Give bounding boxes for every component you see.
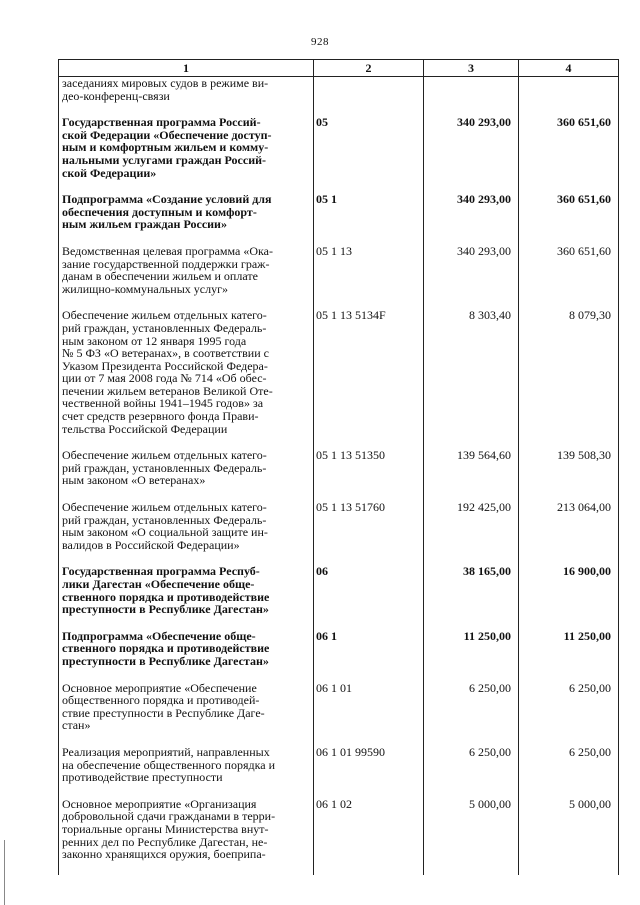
row-value-3-cell: 139 564,60 bbox=[424, 449, 519, 501]
column-header-4: 4 bbox=[519, 60, 619, 77]
table-row bbox=[59, 682, 619, 746]
row-code-cell: 05 1 13 bbox=[314, 245, 424, 309]
row-code-cell bbox=[314, 77, 424, 117]
table-row bbox=[59, 449, 619, 501]
row-value-3-cell: 340 293,00 bbox=[424, 116, 519, 193]
row-code-cell: 05 1 13 51760 bbox=[314, 501, 424, 565]
row-value-4-cell: 5 000,00 bbox=[519, 798, 619, 875]
row-value-4-cell: 8 079,30 bbox=[519, 309, 619, 449]
row-name-cell: Реализация мероприятий, направленных на обеспечение общественного порядка и противодействие преступности bbox=[59, 746, 314, 798]
row-name-cell: Государственная программа Россий- ской Федерации «Обеспечение доступ- ным и комфортным жильем и комму- нальными услугами граждан Россий- ской Федерации» bbox=[59, 116, 314, 193]
table-row bbox=[59, 245, 619, 309]
row-value-4-cell: 6 250,00 bbox=[519, 746, 619, 798]
table-header-row bbox=[59, 60, 619, 77]
row-code-cell: 05 1 13 51350 bbox=[314, 449, 424, 501]
table-row bbox=[59, 501, 619, 565]
scan-edge-line bbox=[4, 840, 5, 905]
row-name-cell: Ведомственная целевая программа «Ока- зание государственной поддержки граж- данам в обеспечении жильем и оплате жилищно-коммунальных услуг» bbox=[59, 245, 314, 309]
row-value-3-cell: 340 293,00 bbox=[424, 245, 519, 309]
row-value-4-cell: 213 064,00 bbox=[519, 501, 619, 565]
row-name-cell: Основное мероприятие «Обеспечение общественного порядка и противодей- ствие преступности в Республике Даге- стан» bbox=[59, 682, 314, 746]
row-code-cell: 06 1 01 99590 bbox=[314, 746, 424, 798]
row-value-4-cell: 360 651,60 bbox=[519, 193, 619, 245]
row-code-cell: 05 bbox=[314, 116, 424, 193]
row-code-cell: 05 1 bbox=[314, 193, 424, 245]
table-row bbox=[59, 798, 619, 875]
row-name-cell: Обеспечение жильем отдельных катего- рий граждан, установленных Федераль- ным законом «О ветеранах» bbox=[59, 449, 314, 501]
row-value-3-cell: 6 250,00 bbox=[424, 682, 519, 746]
row-name-cell: Основное мероприятие «Организация добровольной сдачи гражданами в терри- ториальные органы Министерства внут- ренних дел по Республике Дагестан, не- законно хранящихся оружия, боеприпа- bbox=[59, 798, 314, 875]
row-value-4-cell: 360 651,60 bbox=[519, 245, 619, 309]
row-value-3-cell bbox=[424, 77, 519, 117]
budget-table bbox=[58, 59, 619, 875]
row-value-4-cell: 11 250,00 bbox=[519, 630, 619, 682]
column-header-3: 3 bbox=[424, 60, 519, 77]
row-name-cell: Обеспечение жильем отдельных катего- рий граждан, установленных Федераль- ным законом от 12 января 1995 года № 5 ФЗ «О ветеранах», в соответствии с Указом Президента Российской Федера- ции от 7 мая 2008 года № 714 «Об обес- печении жильем ветеранов Великой Оте- чественной войны 1941–1945 годов» за счет средств резервного фонда Прави- тельства Российской Федерации bbox=[59, 309, 314, 449]
row-value-4-cell: 6 250,00 bbox=[519, 682, 619, 746]
table-row bbox=[59, 746, 619, 798]
table-row bbox=[59, 565, 619, 629]
row-name-cell: Подпрограмма «Создание условий для обеспечения доступным и комфорт- ным жильем граждан России» bbox=[59, 193, 314, 245]
row-value-3-cell: 8 303,40 bbox=[424, 309, 519, 449]
row-value-4-cell: 139 508,30 bbox=[519, 449, 619, 501]
column-header-2: 2 bbox=[314, 60, 424, 77]
page-number: 928 bbox=[311, 36, 329, 48]
row-value-3-cell: 6 250,00 bbox=[424, 746, 519, 798]
row-value-4-cell: 16 900,00 bbox=[519, 565, 619, 629]
table-row bbox=[59, 630, 619, 682]
row-code-cell: 06 1 01 bbox=[314, 682, 424, 746]
row-value-3-cell: 11 250,00 bbox=[424, 630, 519, 682]
table-row bbox=[59, 309, 619, 449]
row-code-cell: 06 bbox=[314, 565, 424, 629]
column-header-1: 1 bbox=[59, 60, 314, 77]
row-name-cell: Подпрограмма «Обеспечение обще- ственного порядка и противодействие преступности в Республике Дагестан» bbox=[59, 630, 314, 682]
row-code-cell: 05 1 13 5134F bbox=[314, 309, 424, 449]
row-code-cell: 06 1 bbox=[314, 630, 424, 682]
table-row bbox=[59, 116, 619, 193]
row-name-cell: Государственная программа Респуб- лики Дагестан «Обеспечение обще- ственного порядка и противодействие преступности в Республике Дагестан» bbox=[59, 565, 314, 629]
row-code-cell: 06 1 02 bbox=[314, 798, 424, 875]
row-name-cell: заседаниях мировых судов в режиме ви- део-конференц-связи bbox=[59, 77, 314, 117]
table-row bbox=[59, 193, 619, 245]
table-row bbox=[59, 77, 619, 117]
row-name-cell: Обеспечение жильем отдельных катего- рий граждан, установленных Федераль- ным законом «О социальной защите ин- валидов в Российской Федерации» bbox=[59, 501, 314, 565]
row-value-3-cell: 340 293,00 bbox=[424, 193, 519, 245]
row-value-3-cell: 192 425,00 bbox=[424, 501, 519, 565]
row-value-3-cell: 38 165,00 bbox=[424, 565, 519, 629]
row-value-3-cell: 5 000,00 bbox=[424, 798, 519, 875]
row-value-4-cell bbox=[519, 77, 619, 117]
row-value-4-cell: 360 651,60 bbox=[519, 116, 619, 193]
